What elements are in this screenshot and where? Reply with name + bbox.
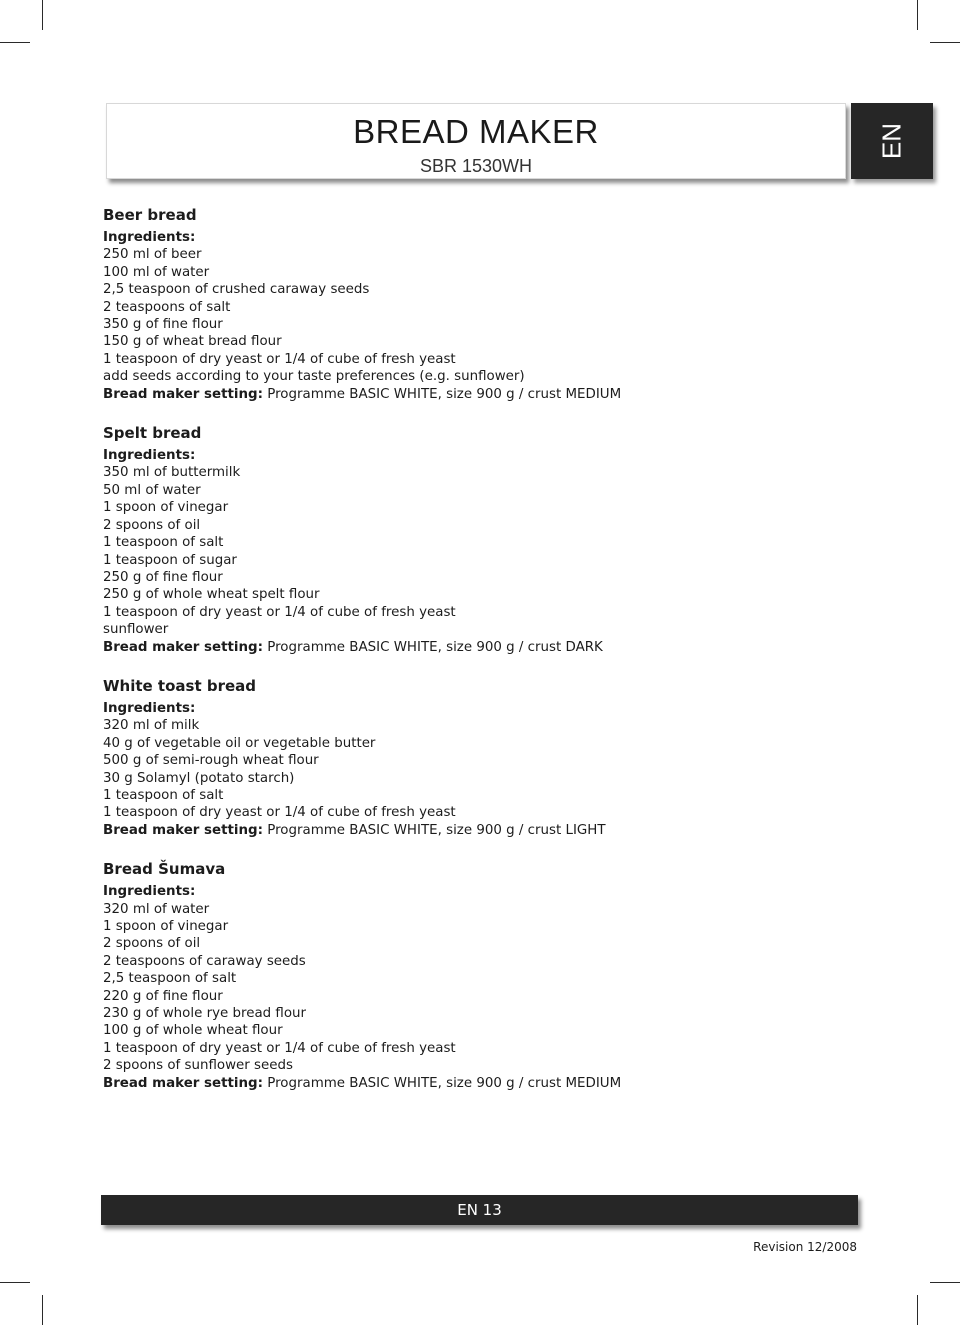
ingredient-item: 1 teaspoon of salt bbox=[103, 787, 224, 803]
crop-mark bbox=[42, 0, 43, 30]
crop-mark bbox=[42, 1295, 43, 1325]
crop-mark bbox=[930, 42, 960, 43]
language-label: EN bbox=[876, 122, 907, 160]
recipe-block bbox=[103, 675, 863, 839]
ingredient-item: 50 ml of water bbox=[103, 482, 201, 498]
ingredient-item: 2,5 teaspoon of salt bbox=[103, 971, 237, 987]
header-box bbox=[106, 103, 846, 179]
ingredient-item: 1 teaspoon of salt bbox=[103, 535, 224, 551]
ingredient-item: 100 g of whole wheat flour bbox=[103, 1023, 283, 1039]
ingredient-item: 150 g of wheat bread flour bbox=[103, 334, 282, 350]
crop-mark bbox=[917, 1295, 918, 1325]
ingredient-item: 350 g of fine flour bbox=[103, 317, 223, 333]
ingredient-item: 100 ml of water bbox=[103, 264, 210, 280]
crop-mark bbox=[0, 1282, 30, 1283]
ingredient-item: 2 spoons of sunflower seeds bbox=[103, 1058, 293, 1074]
page-number: EN 13 bbox=[457, 1201, 502, 1219]
model-number: SBR 1530WH bbox=[419, 156, 533, 176]
setting-value: Programme BASIC WHITE, size 900 g / crust DARK bbox=[267, 639, 603, 655]
setting-line bbox=[103, 822, 863, 839]
ingredient-item: 2,5 teaspoon of crushed caraway seeds bbox=[103, 282, 370, 298]
recipe-title: Bread Šumava bbox=[103, 860, 226, 879]
ingredient-item: 40 g of vegetable oil or vegetable butter bbox=[103, 735, 376, 751]
ingredient-item: 500 g of semi-rough wheat flour bbox=[103, 753, 319, 769]
recipe-block bbox=[103, 204, 863, 403]
ingredient-item: 2 spoons of oil bbox=[103, 936, 201, 952]
setting-label: Bread maker setting: bbox=[103, 639, 263, 655]
ingredient-item: 1 teaspoon of dry yeast or 1/4 of cube of fresh yeast bbox=[103, 805, 456, 821]
recipe-title: White toast bread bbox=[103, 676, 257, 695]
ingredient-item: 250 ml of beer bbox=[103, 247, 202, 263]
ingredient-item: 1 teaspoon of dry yeast or 1/4 of cube of fresh yeast bbox=[103, 351, 456, 367]
setting-label: Bread maker setting: bbox=[103, 822, 263, 838]
ingredient-item: 1 spoon of vinegar bbox=[103, 919, 229, 934]
setting-label: Bread maker setting: bbox=[103, 1075, 263, 1091]
ingredient-item: 1 teaspoon of dry yeast or 1/4 of cube of fresh yeast bbox=[103, 1040, 456, 1056]
ingredient-item: 250 g of fine flour bbox=[103, 569, 223, 585]
ingredient-item: 1 teaspoon of sugar bbox=[103, 552, 237, 568]
ingredients-label: Ingredients: bbox=[103, 700, 196, 716]
setting-label: Bread maker setting: bbox=[103, 386, 263, 402]
ingredient-item: 30 g Solamyl (potato starch) bbox=[103, 770, 295, 786]
ingredients-label: Ingredients: bbox=[103, 884, 196, 900]
ingredient-item: 2 teaspoons of salt bbox=[103, 299, 231, 315]
ingredients-label: Ingredients: bbox=[103, 230, 196, 245]
ingredient-item: 230 g of whole rye bread flour bbox=[103, 1006, 307, 1022]
language-tab bbox=[851, 103, 933, 179]
ingredient-item: 320 ml of water bbox=[103, 901, 210, 917]
page-number-bar bbox=[101, 1195, 858, 1225]
crop-mark bbox=[917, 0, 918, 30]
recipe-list bbox=[103, 204, 863, 1111]
setting-value: Programme BASIC WHITE, size 900 g / crust MEDIUM bbox=[267, 1075, 622, 1091]
setting-value: Programme BASIC WHITE, size 900 g / crust LIGHT bbox=[267, 822, 606, 838]
crop-mark bbox=[930, 1282, 960, 1283]
recipe-block bbox=[103, 422, 863, 656]
ingredient-item: add seeds according to your taste preferences (e.g. sunflower) bbox=[103, 369, 525, 385]
ingredient-item: 1 spoon of vinegar bbox=[103, 500, 229, 516]
recipe-title: Spelt bread bbox=[103, 424, 202, 443]
ingredient-item: 250 g of whole wheat spelt flour bbox=[103, 587, 320, 603]
ingredient-item: 220 g of fine flour bbox=[103, 988, 223, 1004]
ingredient-item: 350 ml of buttermilk bbox=[103, 465, 241, 481]
crop-mark bbox=[0, 42, 30, 43]
ingredient-item: 1 teaspoon of dry yeast or 1/4 of cube of fresh yeast bbox=[103, 604, 456, 620]
setting-value: Programme BASIC WHITE, size 900 g / crust MEDIUM bbox=[267, 386, 622, 402]
ingredient-item: 2 spoons of oil bbox=[103, 517, 201, 533]
ingredient-item: 2 teaspoons of caraway seeds bbox=[103, 953, 306, 969]
setting-line bbox=[103, 639, 863, 656]
revision-label: Revision 12/2008 bbox=[753, 1240, 857, 1254]
document-title: BREAD MAKER bbox=[353, 113, 599, 150]
ingredient-item: sunflower bbox=[103, 622, 169, 638]
setting-line bbox=[103, 1075, 863, 1092]
ingredient-item: 320 ml of milk bbox=[103, 718, 200, 734]
setting-line bbox=[103, 386, 863, 403]
ingredients-label: Ingredients: bbox=[103, 448, 196, 464]
recipe-block bbox=[103, 858, 863, 1092]
recipe-title: Beer bread bbox=[103, 206, 197, 224]
